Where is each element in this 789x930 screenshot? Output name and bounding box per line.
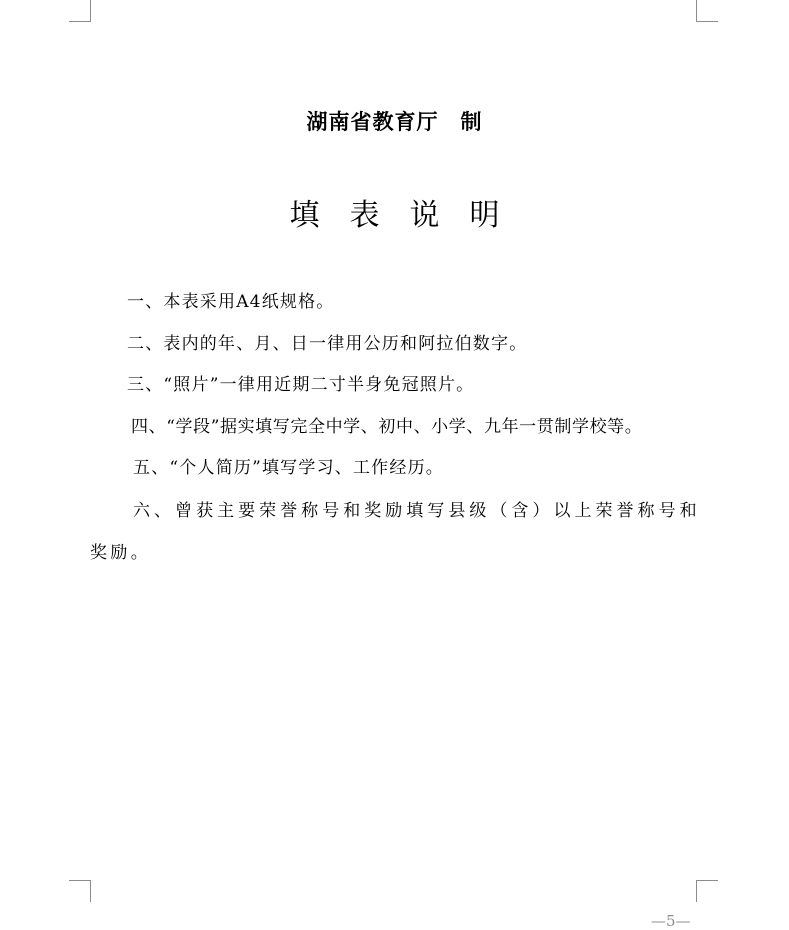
crop-mark-top-left [69, 0, 91, 22]
instruction-item-4: 四、“学段”据实填写完全中学、初中、小学、九年一贯制学校等。 [131, 416, 643, 437]
crop-mark-bottom-left [69, 880, 91, 902]
page-title: 填表说明 [289, 198, 530, 233]
instruction-item-3: 三、“照片”一律用近期二寸半身免冠照片。 [127, 375, 475, 395]
instruction-list [90, 282, 700, 574]
instruction-item-2: 二、表内的年、月、日一律用公历和阿拉伯数字。 [127, 333, 528, 354]
crop-mark-bottom-right [696, 880, 718, 902]
page-number: —5— [651, 912, 691, 930]
issuing-organization: 湖南省教育厅 制 [306, 109, 483, 134]
instruction-item-1: 一、本表采用A4纸规格。 [127, 292, 335, 312]
instruction-item-5: 五、“个人简历”填写学习、工作经历。 [133, 458, 444, 478]
crop-mark-top-right [696, 0, 718, 22]
instruction-item-6: 六、曾获主要荣誉称号和奖励填写县级（含）以上荣誉称号和奖励。 [90, 500, 700, 563]
